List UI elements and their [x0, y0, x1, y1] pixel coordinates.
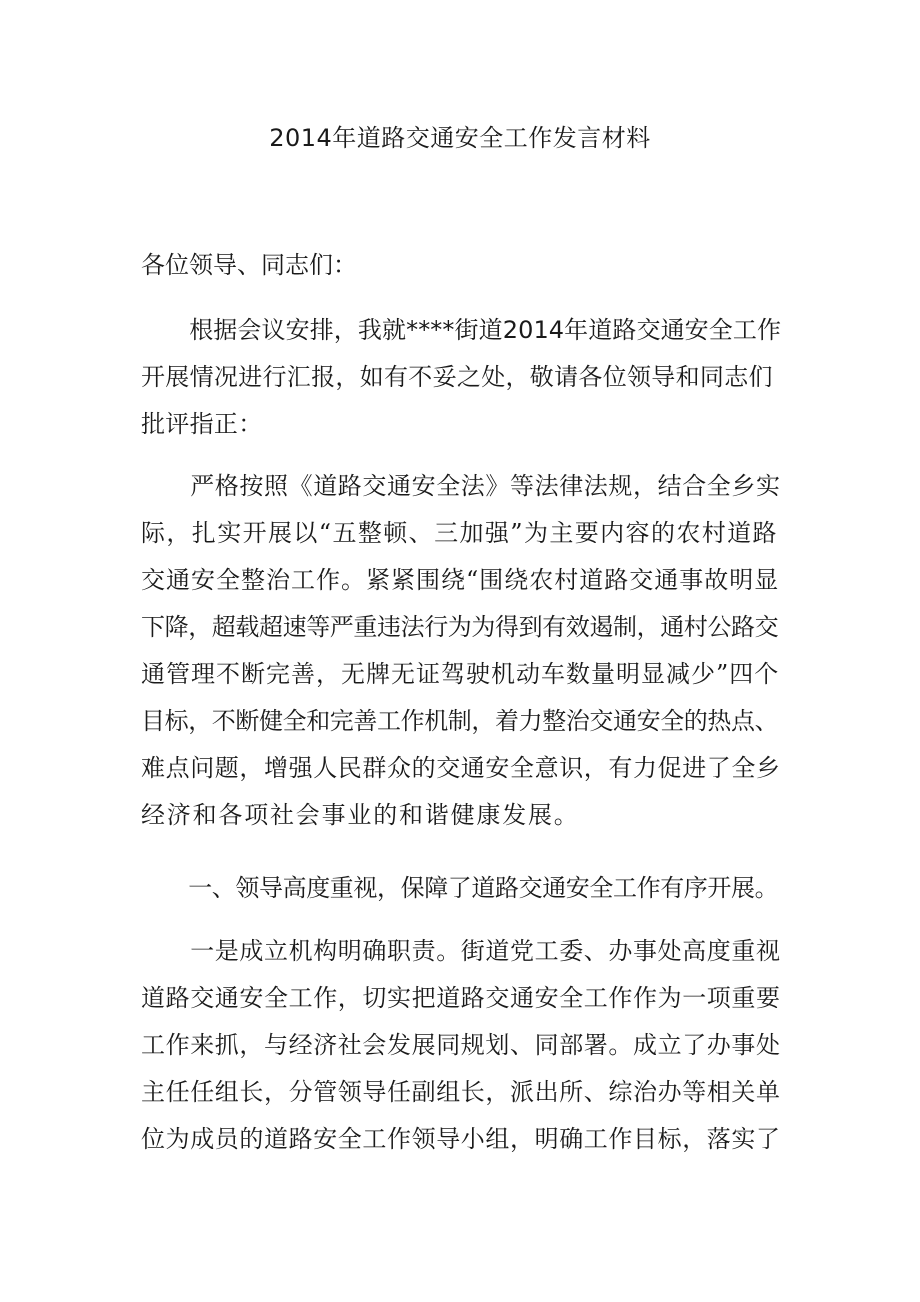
law-line: 经济和各项社会事业的和谐健康发展。 [141, 801, 580, 829]
section-1-paragraph [141, 928, 781, 1163]
section-1-line: 道路交通安全工作，切实把道路交通安全工作作为一项重要 [141, 984, 781, 1012]
section-1-line: 位为成员的道路安全工作领导小组，明确工作目标，落实了 [141, 1125, 781, 1153]
section-1-line: 主任任组长，分管领导任副组长，派出所、综治办等相关单 [141, 1078, 781, 1106]
law-line: 际，扎实开展以“五整顿、三加强”为主要内容的农村道路 [141, 519, 778, 547]
section-1-line: 一是成立机构明确职责。街道党工委、办事处高度重视 [141, 937, 781, 965]
salutation: 各位领导、同志们： [141, 251, 357, 279]
law-line: 下降，超载超速等严重违法行为为得到有效遏制，通村公路交 [141, 613, 779, 641]
document-title: 2014年道路交通安全工作发言材料 [269, 124, 651, 152]
section-1-line: 工作来抓，与经济社会发展同规划、同部署。成立了办事处 [141, 1031, 781, 1059]
law-line: 交通安全整治工作。紧紧围绕“围绕农村道路交通事故明显 [141, 566, 780, 594]
law-line: 严格按照《道路交通安全法》等法律法规，结合全乡实 [141, 472, 781, 500]
intro-line: 开展情况进行汇报，如有不妥之处，敬请各位领导和同志们 [141, 363, 773, 391]
law-paragraph [141, 463, 781, 839]
law-line: 难点问题，增强人民群众的交通安全意识，有力促进了全乡 [141, 754, 781, 782]
law-line: 目标，不断健全和完善工作机制，着力整治交通安全的热点、 [141, 707, 779, 735]
section-heading-1 [141, 865, 781, 912]
law-line: 通管理不断完善，无牌无证驾驶机动车数量明显减少”四个 [141, 660, 780, 688]
intro-paragraph [141, 307, 781, 448]
section-heading-text: 一、领导高度重视，保障了道路交通安全工作有序开展。 [141, 874, 779, 902]
intro-line: 根据会议安排，我就****街道2014年道路交通安全工作 [141, 316, 782, 344]
intro-line: 批评指正： [141, 410, 263, 438]
